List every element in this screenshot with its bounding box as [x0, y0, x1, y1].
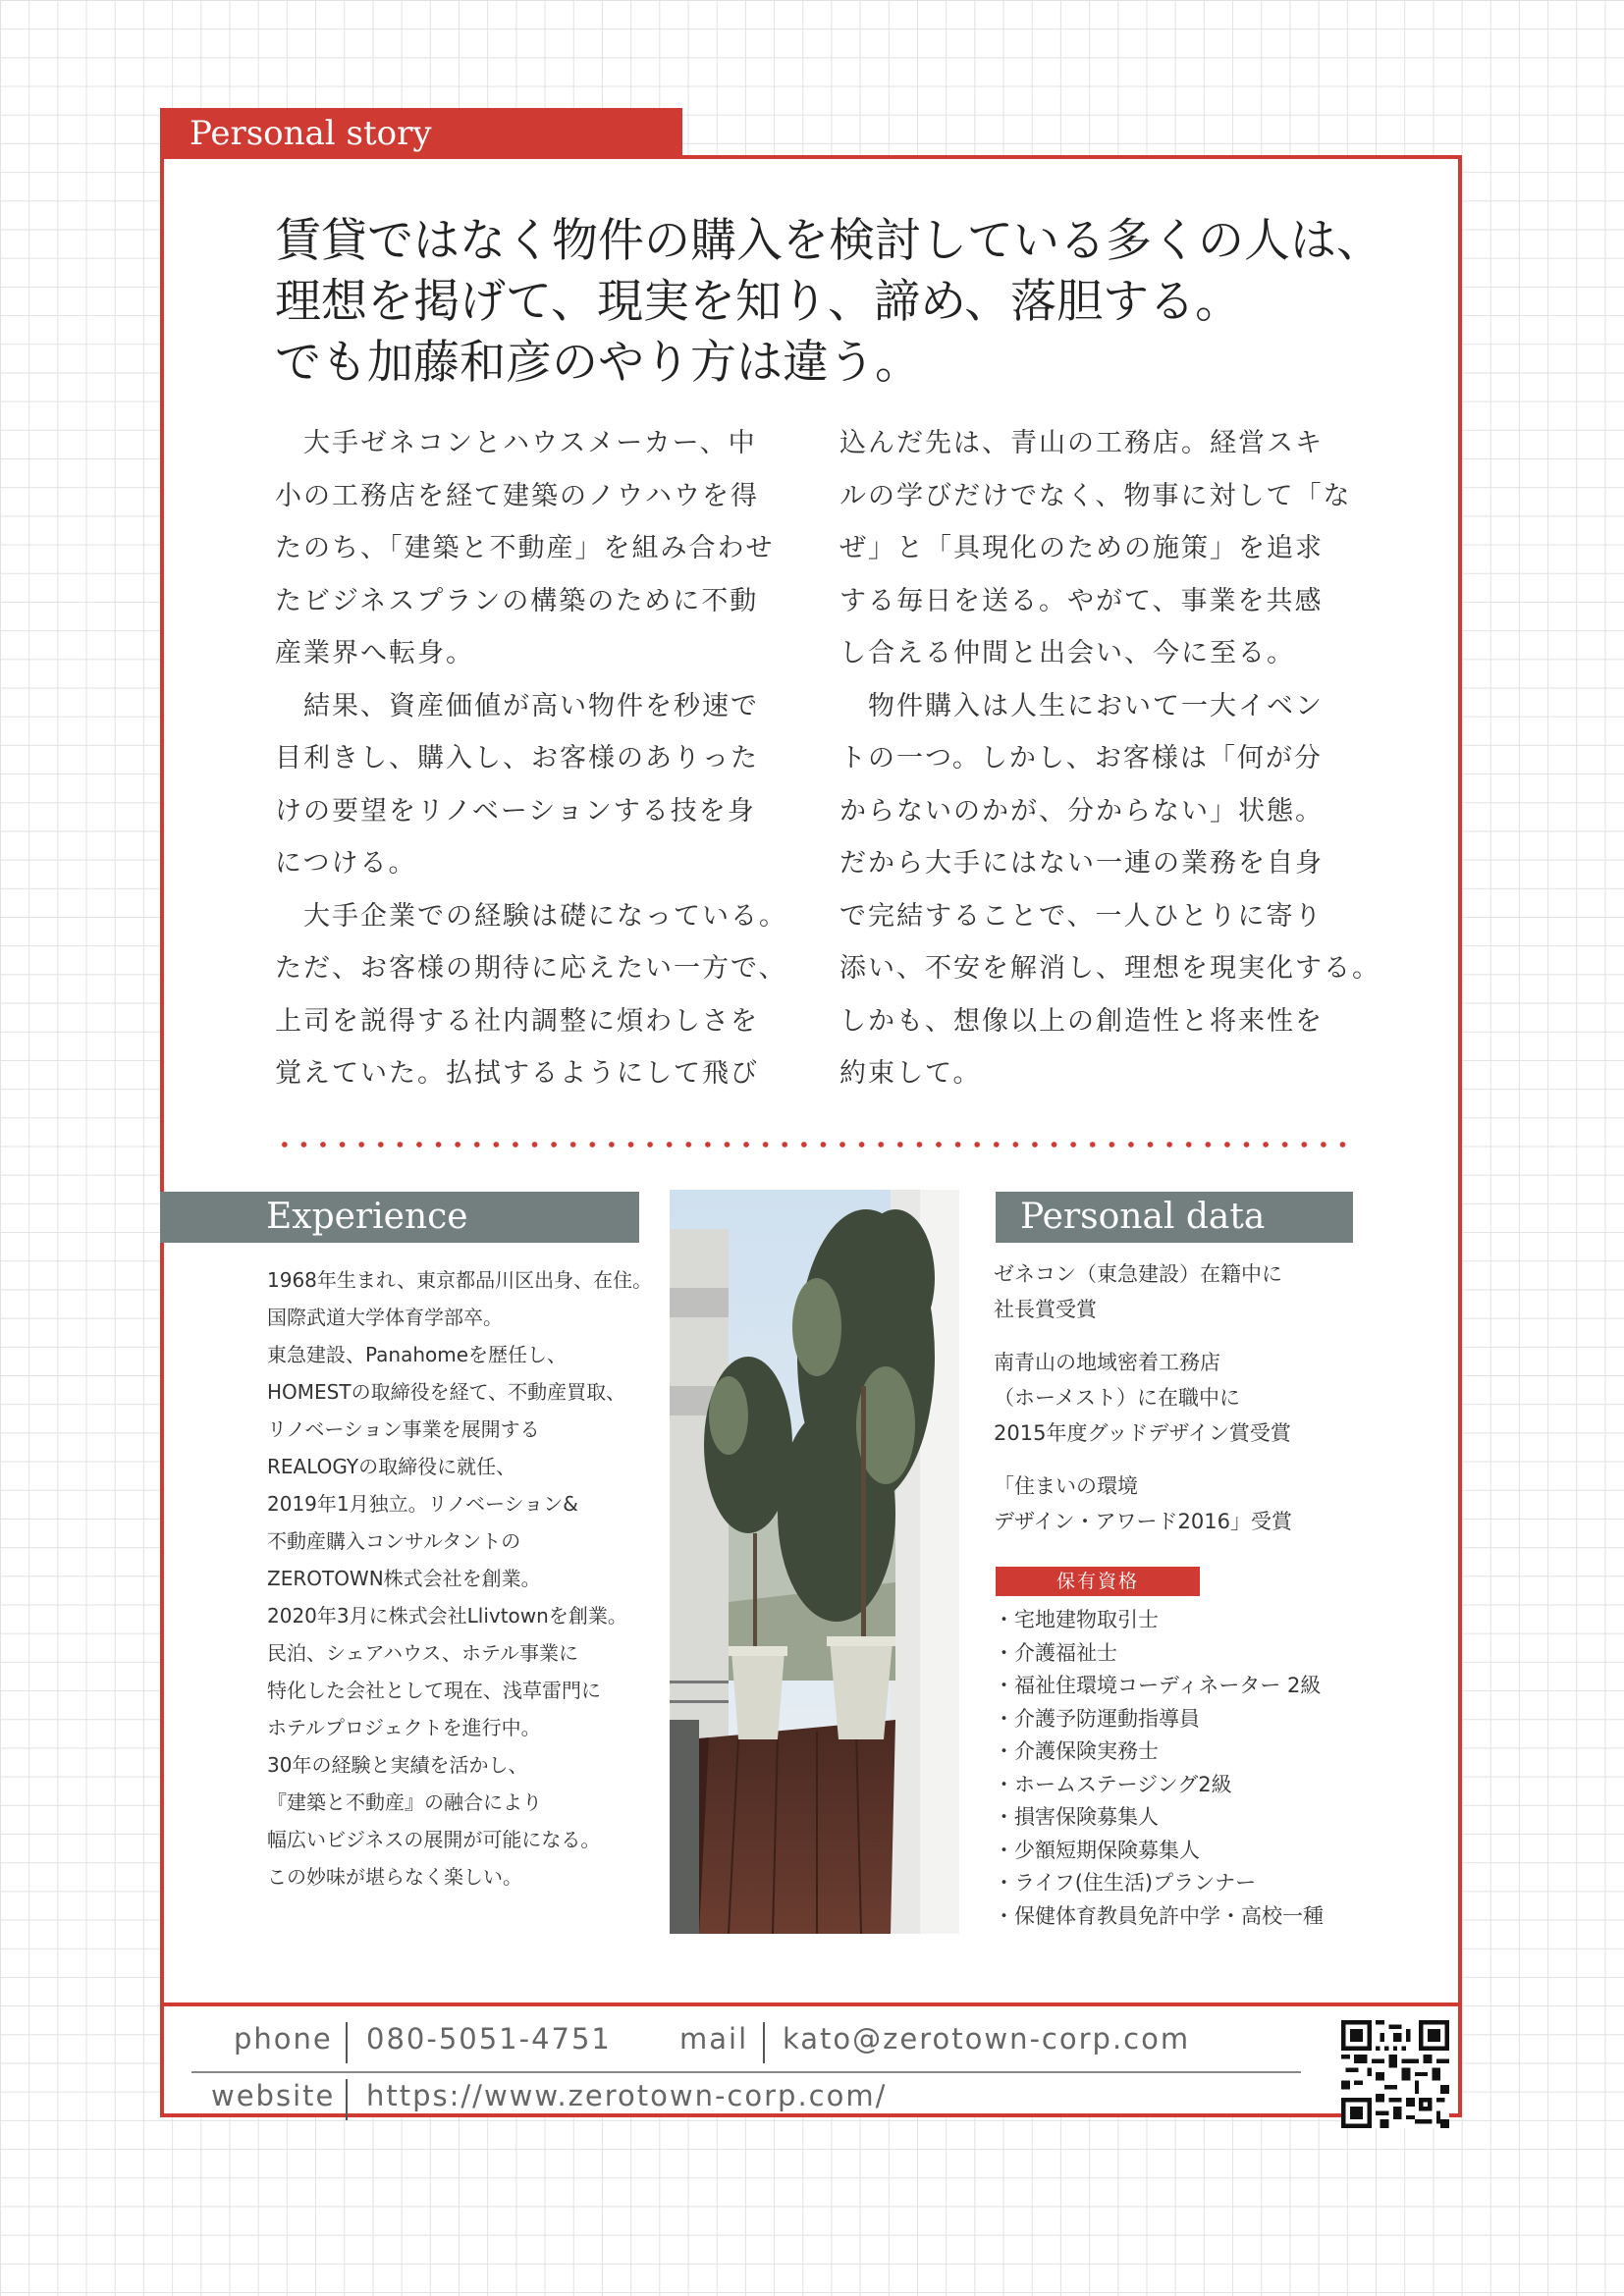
story-line: し合える仲間と出会い、今に至る。 — [839, 638, 1295, 668]
story-line: 目利きし、購入し、お客様のありった — [275, 743, 759, 774]
story-line: 覚えていた。払拭するようにして飛び — [275, 1058, 759, 1089]
story-line: 上司を説得する社内調整に煩わしさを — [275, 1005, 759, 1037]
qualifications-list — [994, 1604, 1386, 1933]
experience-line: 2020年3月に株式会社Llivtownを創業。 — [267, 1604, 627, 1628]
headline-line: 理想を掲げて、現実を知り、諦め、落胆する。 — [275, 275, 1242, 329]
story-line: 大手企業での経験は礎になっている。 — [275, 900, 787, 932]
qualification-item: ・少額短期保険募集人 — [994, 1838, 1200, 1862]
qualifications-label: 保有資格 — [996, 1567, 1200, 1596]
story-line: たのち、「建築と不動産」を組み合わせ — [275, 533, 775, 563]
qualification-item: ・介護福祉士 — [994, 1640, 1117, 1665]
experience-list — [267, 1261, 660, 1896]
story-line: する毎日を送る。やがて、事業を共感 — [839, 585, 1324, 616]
story-line: 物件購入は人生において一大イベン — [839, 690, 1324, 721]
experience-line: 不動産購入コンサルタントの — [267, 1529, 521, 1553]
experience-line: リノベーション事業を展開する — [267, 1417, 540, 1441]
experience-line: 民泊、シェアハウス、ホテル事業に — [267, 1641, 578, 1665]
award-line: デザイン・アワード2016」受賞 — [994, 1510, 1292, 1533]
qualification-item: ・介護予防運動指導員 — [994, 1706, 1200, 1731]
story-line: ぜ」と「具現化のための施策」を追求 — [839, 533, 1324, 563]
award-line: 南青山の地域密着工務店 — [994, 1351, 1220, 1374]
story-line: しかも、想像以上の創造性と将来性を — [839, 1005, 1324, 1037]
award-line: ゼネコン（東急建設）在籍中に — [994, 1262, 1282, 1286]
personal-data-heading: Personal data — [996, 1192, 1353, 1243]
qualification-item: ・保健体育教員免許中学・高校一種 — [994, 1903, 1324, 1928]
qr-code-icon[interactable] — [1341, 2020, 1449, 2128]
story-line: につける。 — [275, 848, 417, 879]
experience-line: 30年の経験と実績を活かし、 — [267, 1753, 528, 1777]
balcony-photo — [670, 1190, 959, 1934]
qualification-item: ・宅地建物取引士 — [994, 1608, 1159, 1631]
qualification-item: ・ライフ(住生活)プランナー — [994, 1871, 1257, 1895]
story-line: 小の工務店を経て建築のノウハウを得 — [275, 480, 759, 511]
experience-line: ZEROTOWN株式会社を創業。 — [267, 1567, 541, 1590]
mail-label: mail — [679, 2022, 749, 2056]
award-line: 社長賞受賞 — [994, 1298, 1097, 1321]
mail-separator — [763, 2022, 765, 2063]
headline — [275, 211, 1404, 394]
phone-number[interactable]: 080-5051-4751 — [366, 2022, 612, 2056]
experience-line: HOMESTの取締役を経て、不動産買取、 — [267, 1380, 626, 1404]
story-line: けの要望をリノベーションする技を身 — [275, 795, 756, 827]
story-line: 約束して。 — [839, 1058, 982, 1089]
story-column-left — [275, 417, 785, 1100]
website-label: website — [211, 2079, 336, 2112]
headline-line: 賃貸ではなく物件の購入を検討している多くの人は、 — [275, 214, 1382, 268]
qualification-item: ・介護保険実務士 — [994, 1739, 1159, 1763]
story-line: だから大手にはない一連の業務を自身 — [839, 848, 1324, 879]
awards-list — [994, 1256, 1367, 1539]
story-line: 込んだ先は、青山の工務店。経営スキ — [839, 428, 1324, 458]
award-line: （ホーメスト）に在職中に — [994, 1386, 1240, 1410]
website-url[interactable]: https://www.zerotown-corp.com/ — [366, 2079, 888, 2112]
experience-line: 幅広いビジネスの展開が可能になる。 — [267, 1828, 601, 1851]
headline-line: でも加藤和彦のやり方は違う。 — [275, 336, 921, 390]
mail-address[interactable]: kato@zerotown-corp.com — [783, 2022, 1191, 2056]
story-line: 大手ゼネコンとハウスメーカー、中 — [275, 428, 757, 458]
story-line: 添い、不安を解消し、理想を現実化する。 — [839, 953, 1380, 984]
experience-line: 国際武道大学体育学部卒。 — [267, 1306, 503, 1329]
phone-label: phone — [234, 2022, 333, 2056]
footer-divider — [160, 2002, 1462, 2006]
award-line: 2015年度グッドデザイン賞受賞 — [994, 1421, 1291, 1445]
contact-rule — [191, 2071, 1301, 2073]
story-line: トの一つ。しかし、お客様は「何が分 — [839, 743, 1323, 774]
story-line: ただ、お客様の期待に応えたい一方で、 — [275, 953, 787, 984]
story-line: 結果、資産価値が高い物件を秒速で — [275, 690, 759, 721]
phone-separator — [346, 2022, 348, 2063]
experience-line: ホテルプロジェクトを進行中。 — [267, 1716, 541, 1739]
experience-line: 2019年1月独立。リノベーション& — [267, 1492, 578, 1516]
story-line: ルの学びだけでなく、物事に対して「な — [839, 480, 1352, 511]
website-separator — [346, 2079, 348, 2120]
story-line: で完結することで、一人ひとりに寄り — [839, 900, 1324, 932]
qualification-item: ・福祉住環境コーディネーター 2級 — [994, 1674, 1322, 1697]
experience-line: 東急建設、Panahomeを歴任し、 — [267, 1343, 568, 1366]
story-line: 産業界へ転身。 — [275, 638, 474, 668]
experience-line: 1968年生まれ、東京都品川区出身、在住。 — [267, 1268, 653, 1292]
dotted-divider — [275, 1142, 1353, 1148]
section-tag: Personal story — [160, 108, 682, 159]
qualification-item: ・損害保険募集人 — [994, 1805, 1159, 1829]
story-line: からないのかが、分からない」状態。 — [839, 795, 1324, 827]
experience-line: この妙味が堪らなく楽しい。 — [267, 1865, 522, 1889]
award-line: 「住まいの環境 — [994, 1474, 1138, 1498]
experience-line: REALOGYの取締役に就任、 — [267, 1455, 516, 1478]
story-column-right — [839, 417, 1380, 1100]
story-line: たビジネスプランの構築のために不動 — [275, 585, 759, 616]
experience-line: 特化した会社として現在、浅草雷門に — [267, 1679, 601, 1702]
experience-heading: Experience — [160, 1192, 639, 1243]
experience-line: 『建築と不動産』の融合により — [267, 1790, 542, 1814]
qualification-item: ・ホームステージング2級 — [994, 1772, 1232, 1796]
